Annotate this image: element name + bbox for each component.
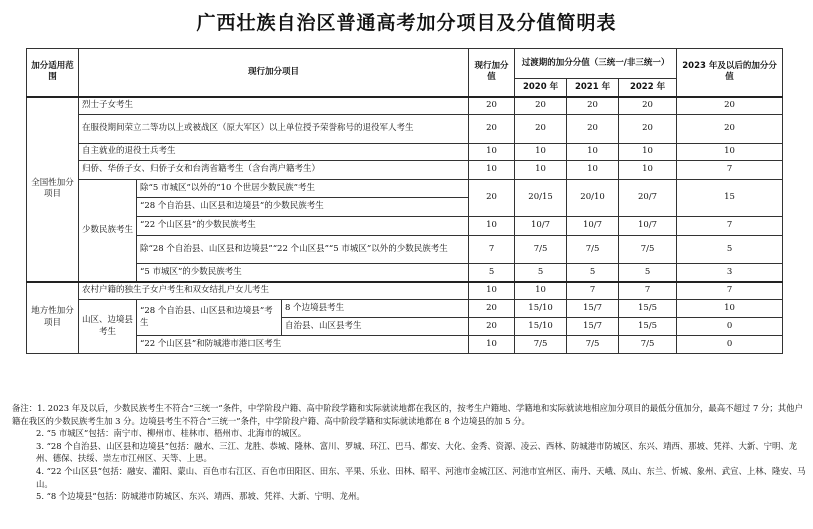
cell-2021: 10 xyxy=(567,144,619,161)
header-transition: 过渡期的加分分值（三统一/非三统一） xyxy=(515,49,677,79)
cell-2022: 20 xyxy=(619,97,677,115)
cell-2023: 7 xyxy=(677,217,783,236)
cell-2023: 7 xyxy=(677,161,783,180)
row-label: “22 个山区县”的少数民族考生 xyxy=(137,217,469,236)
row-sublabel: 自治县、山区县考生 xyxy=(282,318,469,336)
cell-2023: 5 xyxy=(677,236,783,264)
cell-current: 20 xyxy=(469,300,515,318)
cell-2020: 15/10 xyxy=(515,300,567,318)
cell-2020: 20 xyxy=(515,97,567,115)
cell-current: 7 xyxy=(469,236,515,264)
cell-2020: 5 xyxy=(515,264,567,282)
cell-2023: 10 xyxy=(677,300,783,318)
page-title: 广西壮族自治区普通高考加分项目及分值简明表 xyxy=(196,12,617,34)
cell-2022: 15/5 xyxy=(619,300,677,318)
cell-2022: 20 xyxy=(619,115,677,144)
cell-2020: 10 xyxy=(515,144,567,161)
cell-2020: 15/10 xyxy=(515,318,567,336)
cell-2020: 20/15 xyxy=(515,180,567,217)
row-label: “28 个自治县、山区县和边境县”考生 xyxy=(137,300,282,336)
header-2022: 2022 年 xyxy=(619,79,677,97)
note-4: 4. “22 个山区县”包括：融安、灌阳、蒙山、百色市右江区、百色市田阳区、田东、平果、乐业、田林、昭平、河池市金城江区、河池市宜州区、南丹、天峨、凤山、东兰、忻城、象州、武宣、上林、隆安、马山。 xyxy=(36,465,806,489)
cell-2023: 7 xyxy=(677,282,783,300)
cell-current: 20 xyxy=(469,180,515,217)
cell-current: 10 xyxy=(469,336,515,354)
cell-2023: 0 xyxy=(677,318,783,336)
cell-current: 10 xyxy=(469,217,515,236)
bonus-points-table xyxy=(26,48,783,354)
cell-2023: 20 xyxy=(677,115,783,144)
cell-2021: 7/5 xyxy=(567,336,619,354)
note-2: 2. “5 市城区”包括：南宁市、柳州市、桂林市、梧州市、北海市的城区。 xyxy=(36,428,307,439)
group-local: 地方性加分项目 xyxy=(27,282,79,354)
header-project: 现行加分项目 xyxy=(79,49,469,97)
cell-current: 20 xyxy=(469,97,515,115)
cell-current: 5 xyxy=(469,264,515,282)
cell-2020: 7/5 xyxy=(515,336,567,354)
cell-2021: 7 xyxy=(567,282,619,300)
cell-2022: 15/5 xyxy=(619,318,677,336)
row-label: 烈士子女考生 xyxy=(79,97,469,115)
cell-2021: 15/7 xyxy=(567,300,619,318)
cell-2020: 7/5 xyxy=(515,236,567,264)
row-label: 自主就业的退役士兵考生 xyxy=(79,144,469,161)
cell-2022: 7/5 xyxy=(619,336,677,354)
row-label: 在服役期间荣立二等功以上或被战区（原大军区）以上单位授予荣誉称号的退役军人考生 xyxy=(79,115,469,144)
cell-current: 10 xyxy=(469,144,515,161)
cell-2023: 15 xyxy=(677,180,783,217)
row-label: 归侨、华侨子女、归侨子女和台湾省籍考生（含台湾户籍考生） xyxy=(79,161,469,180)
cell-2021: 20 xyxy=(567,115,619,144)
cell-2022: 7/5 xyxy=(619,236,677,264)
header-2021: 2021 年 xyxy=(567,79,619,97)
row-label: “22 个山区县”和防城港市港口区考生 xyxy=(137,336,469,354)
cell-current: 20 xyxy=(469,318,515,336)
cell-current: 10 xyxy=(469,161,515,180)
cell-2023: 20 xyxy=(677,97,783,115)
row-label: 除“5 市城区”以外的“10 个世居少数民族”考生 xyxy=(137,180,469,198)
cell-2021: 15/7 xyxy=(567,318,619,336)
row-label: “28 个自治县、山区县和边境县”的少数民族考生 xyxy=(137,198,469,217)
cell-2021: 20/10 xyxy=(567,180,619,217)
cell-2020: 10 xyxy=(515,161,567,180)
cell-current: 20 xyxy=(469,115,515,144)
cell-current: 10 xyxy=(469,282,515,300)
header-scope: 加分适用范围 xyxy=(27,49,79,97)
cell-2022: 10/7 xyxy=(619,217,677,236)
note-3: 3. “28 个自治县、山区县和边境县”包括：融水、三江、龙胜、恭城、隆林、富川、罗城、环江、巴马、都安、大化、金秀、资源、凌云、西林、防城港市防城区、东兴、靖西、那坡、凭祥、大新、宁明、龙州、德保、扶绥、崇左市江州区、天等、上思。 xyxy=(36,440,798,464)
header-2020: 2020 年 xyxy=(515,79,567,97)
cell-2021: 10/7 xyxy=(567,217,619,236)
cell-2022: 5 xyxy=(619,264,677,282)
cell-2023: 3 xyxy=(677,264,783,282)
cell-2021: 20 xyxy=(567,97,619,115)
notes-section xyxy=(12,402,807,503)
row-sublabel: 8 个边境县考生 xyxy=(282,300,469,318)
row-label: 除“28 个自治县、山区县和边境县”“22 个山区县”“5 市城区”以外的少数民族考生 xyxy=(137,236,469,264)
group-border: 山区、边境县考生 xyxy=(79,300,137,354)
cell-2020: 10/7 xyxy=(515,217,567,236)
header-2023: 2023 年及以后的加分分值 xyxy=(677,49,783,97)
header-current: 现行加分值 xyxy=(469,49,515,97)
cell-2020: 10 xyxy=(515,282,567,300)
group-national: 全国性加分项目 xyxy=(27,97,79,282)
row-label: 农村户籍的独生子女户考生和双女结扎户女儿考生 xyxy=(79,282,469,300)
note-5: 5. “8 个边境县”包括：防城港市防城区、东兴、靖西、那坡、凭祥、大新、宁明、龙州。 xyxy=(36,491,365,502)
cell-2022: 7 xyxy=(619,282,677,300)
row-label: “5 市城区”的少数民族考生 xyxy=(137,264,469,282)
cell-2023: 10 xyxy=(677,144,783,161)
note-1: 备注：1. 2023 年及以后，少数民族考生不符合“三统一”条件，中学阶段户籍、高中阶段学籍和实际就读地都在我区的，按考生户籍地、学籍地和实际就读地相应加分项目的最低分值加分，最高不超过 7 分；其他户籍在我区的少数民族考生加 3 分。边境县考生不符合“三统一”条件，中学阶段户籍、高中阶段学籍和实际就读地都在 8 个边境县的加 5 分。 xyxy=(12,403,803,426)
cell-2022: 20/7 xyxy=(619,180,677,217)
cell-2022: 10 xyxy=(619,161,677,180)
cell-2021: 5 xyxy=(567,264,619,282)
cell-2020: 20 xyxy=(515,115,567,144)
cell-2023: 0 xyxy=(677,336,783,354)
group-minority: 少数民族考生 xyxy=(79,180,137,282)
cell-2022: 10 xyxy=(619,144,677,161)
cell-2021: 10 xyxy=(567,161,619,180)
cell-2021: 7/5 xyxy=(567,236,619,264)
